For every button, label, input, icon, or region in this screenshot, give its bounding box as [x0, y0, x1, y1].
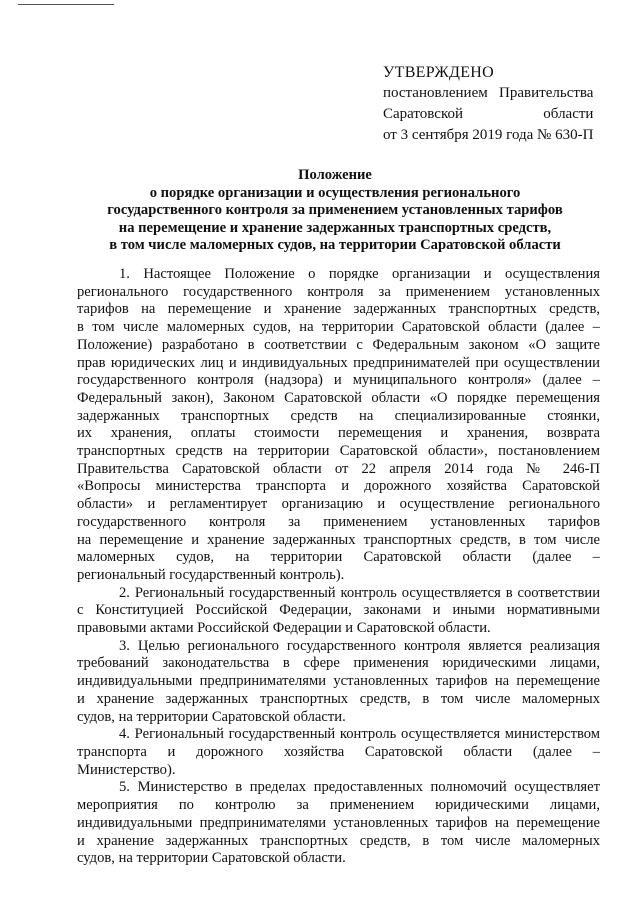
- approval-line-1: постановлением Правительства: [383, 85, 594, 101]
- text-line: и хранение задержанных транспортных средств, в том числе маломерных: [77, 690, 600, 707]
- text-line: 1. Настоящее Положение о порядке организации и осуществления: [119, 266, 600, 282]
- text-line: судов, на территории Саратовской области.: [77, 850, 346, 867]
- text-line: на перемещение и хранение задержанных транспортных средств, в том числе: [77, 531, 600, 548]
- text-line: и хранение задержанных транспортных средств, в том числе маломерных: [77, 832, 600, 849]
- text-line: их хранения, оплаты стоимости перемещения и хранения, возврата: [77, 425, 600, 442]
- text-line: 3. Целью регионального государственного контроля является реализация: [119, 637, 600, 654]
- text-line: индивидуальными предпринимателями установленных тарифов на перемещение: [77, 814, 600, 831]
- paragraph-1: [77, 266, 600, 585]
- text-line: «Вопросы министерства транспорта и дорожного хозяйства Саратовской: [77, 478, 600, 495]
- text-line: транспорта и дорожного хозяйства Саратовской области (далее –: [77, 743, 600, 760]
- text-line: индивидуальными предпринимателями установленных тарифов на перемещение: [77, 673, 600, 690]
- text-line: регионального государственного контроля за применением установленных: [77, 283, 600, 300]
- text-line: судов, на территории Саратовской области.: [77, 708, 346, 725]
- text-line: 2. Региональный государственный контроль осуществляется в соответствии: [119, 584, 600, 601]
- title-line: на перемещение и хранение задержанных транспортных средств,: [118, 219, 552, 236]
- text-line: региональный государственный контроль).: [77, 566, 345, 583]
- text-line: области» и регламентирует организацию и осуществление регионального: [77, 496, 600, 513]
- text-line: государственного контроля (надзора) и муниципального контроля» (далее –: [77, 372, 600, 389]
- approval-line-3: от 3 сентября 2019 года № 630-П: [383, 127, 594, 143]
- approval-stamp-block: [383, 62, 593, 146]
- text-line: задержанных транспортных средств на специализированные стоянки,: [77, 407, 600, 424]
- text-line: тарифов на перемещение и хранение задержанных транспортных средств,: [77, 301, 600, 318]
- text-line: правовыми актами Российской Федерации и Саратовской области.: [77, 620, 491, 637]
- paragraph-2: [77, 585, 600, 638]
- title-line: в том числе маломерных судов, на территории Саратовской области: [109, 237, 561, 253]
- text-line: Министерство).: [77, 761, 176, 778]
- approval-heading: УТВЕРЖДЕНО: [383, 64, 495, 81]
- text-line: маломерных судов, на территории Саратовской области (далее –: [77, 549, 600, 566]
- text-line: Правительства Саратовской области от 22 апреля 2014 года № 246-П: [77, 460, 600, 477]
- text-line: мероприятия по контролю за применением юридическими лицами,: [77, 797, 600, 814]
- text-line: 5. Министерство в пределах предоставленных полномочий осуществляет: [119, 779, 600, 796]
- text-line: 4. Региональный государственный контроль осуществляется министерством: [119, 726, 600, 743]
- text-line: государственного контроля за применением установленных тарифов: [77, 513, 600, 530]
- title-line: о порядке организации и осуществления регионального: [149, 184, 521, 201]
- paragraph-5: [77, 779, 600, 868]
- paragraph-3: [77, 638, 600, 727]
- title-line: государственного контроля за применением установленных тарифов: [107, 202, 563, 218]
- document-body: [77, 266, 600, 868]
- text-line: транспортных средств на территории Саратовской области», постановлением: [77, 443, 600, 460]
- text-line: требований законодательства в сфере применения юридическими лицами,: [77, 655, 600, 672]
- text-line: в том числе маломерных судов, на территории Саратовской области (далее –: [77, 319, 600, 336]
- approval-line-2: Саратовской области: [383, 106, 594, 122]
- scan-top-rule: [18, 4, 114, 5]
- text-line: Положение) разработано в соответствии с Федеральным законом «О защите: [77, 336, 600, 353]
- text-line: прав юридических лиц и индивидуальных предпринимателей при осуществлении: [77, 354, 600, 371]
- document-title: [70, 167, 600, 255]
- paragraph-4: [77, 726, 600, 779]
- text-line: Федеральный закон), Законом Саратовской области «О порядке перемещения: [77, 389, 600, 406]
- text-line: с Конституцией Российской Федерации, законами и иными нормативными: [77, 602, 600, 619]
- title-line: Положение: [298, 167, 372, 183]
